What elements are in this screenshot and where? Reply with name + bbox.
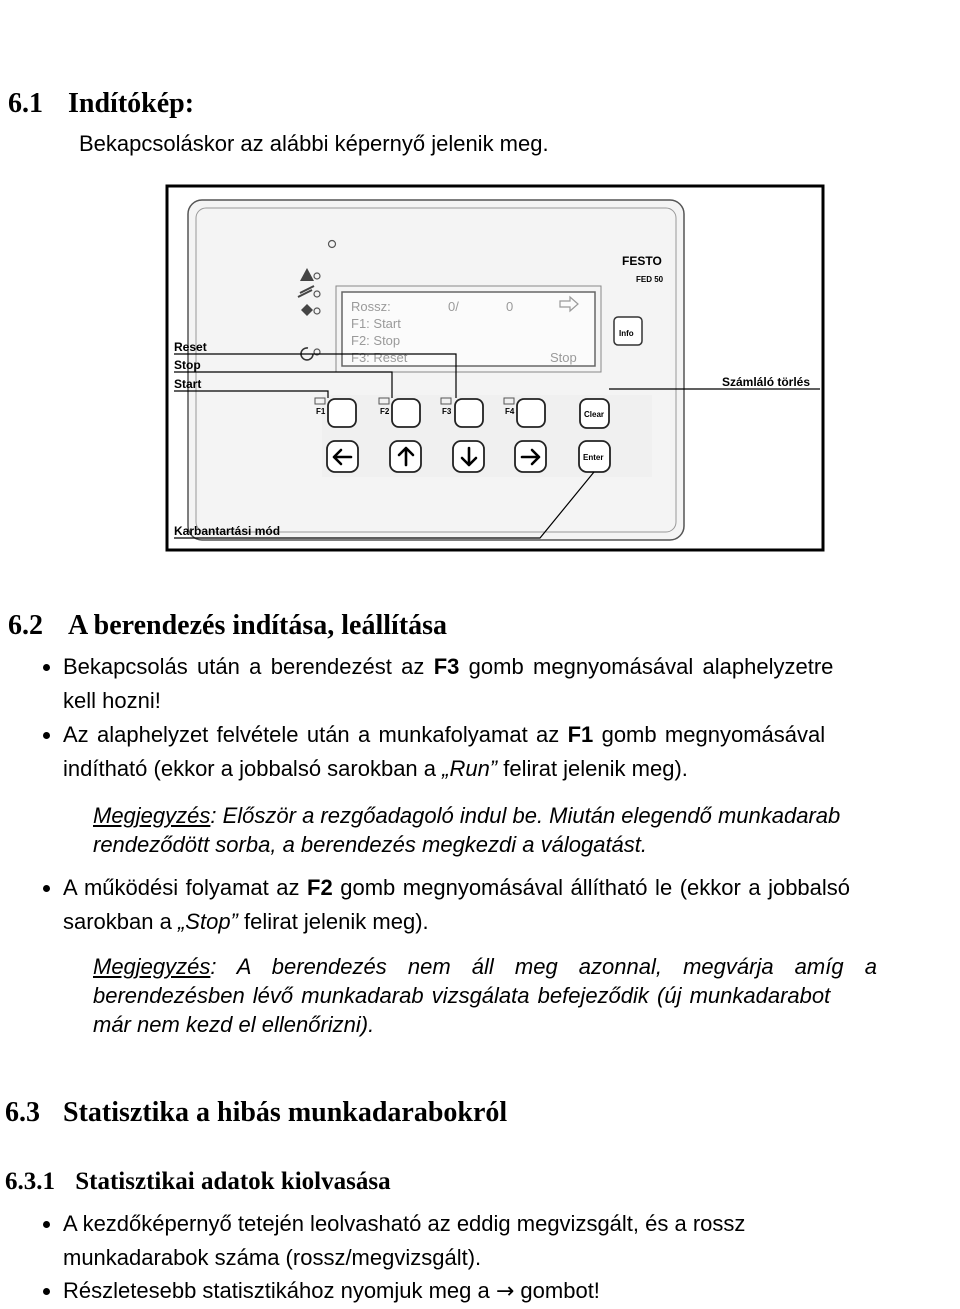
lcd-row1-label: Rossz: <box>351 299 391 314</box>
bullet-dot <box>43 732 50 739</box>
bullet-item: Bekapcsolás után a berendezést az F3 gomb megnyomásával alaphelyzetre kell hozni! <box>63 650 958 718</box>
label-stop: Stop <box>174 358 201 372</box>
label-reset: Reset <box>174 340 207 354</box>
section-6-1-heading <box>8 88 194 120</box>
bullet-dot <box>43 664 50 671</box>
lcd-row4: F3: Reset <box>351 350 408 365</box>
bullet-item: A kezdőképernyő tetején leolvasható az eddig megvizsgált, és a rossz munkadarabok száma (rossz/megvizsgált). <box>63 1211 746 1270</box>
section-title: A berendezés indítása, leállítása <box>68 610 448 641</box>
f3-label: F3 <box>442 407 452 416</box>
section-title: Indítókép: <box>68 88 195 119</box>
section-title: Statisztikai adatok kiolvasása <box>75 1168 391 1195</box>
bullet-dot <box>43 1288 50 1295</box>
lcd-status: Stop <box>550 350 577 365</box>
section-6-3-heading <box>5 1097 507 1129</box>
lcd-row2: F1: Start <box>351 316 401 331</box>
info-key-label: Info <box>619 329 634 338</box>
bullet-dot <box>43 885 50 892</box>
note-block: Megjegyzés: Először a rezgőadagoló indul be. Miután elegendő munkadarab rendeződött sorba, a berendezés megkezdi a válogatást. <box>93 801 958 859</box>
note-label: Megjegyzés <box>93 803 211 828</box>
bullet-item: Az alaphelyzet felvétele után a munkafolyamat az F1 gomb megnyomásával indítható (ekkor a jobbalsó sarokban a „Run” felirat jelenik meg). <box>63 722 826 781</box>
brand-logo: FESTO <box>622 254 662 268</box>
f2-key <box>392 399 420 427</box>
f1-label: F1 <box>316 407 326 416</box>
enter-key-label: Enter <box>583 453 604 462</box>
section-title: Statisztika a hibás munkadarabokról <box>63 1097 508 1128</box>
f2-label: F2 <box>380 407 390 416</box>
note-text: rendeződött sorba, a berendezés megkezdi a válogatást. <box>93 832 648 857</box>
note-text: berendezésben lévő munkadarab vizsgálata befejeződik (új munkadarabot <box>93 983 831 1008</box>
clear-key-label: Clear <box>584 410 605 419</box>
bullet-continuation: kell hozni! <box>63 688 161 713</box>
section-number: 6.1 <box>8 88 43 119</box>
note-label: Megjegyzés <box>93 954 211 979</box>
model-label: FED 50 <box>636 275 664 284</box>
f1-key <box>328 399 356 427</box>
f4-key <box>517 399 545 427</box>
f4-label: F4 <box>505 407 515 416</box>
section-6-2-heading <box>8 610 447 642</box>
note-text: már nem kezd el ellenőrizni). <box>93 1012 375 1037</box>
bullet-item: Részletesebb statisztikához nyomjuk meg a → gombot! <box>63 1278 600 1304</box>
device-panel <box>188 200 684 540</box>
f3-key <box>455 399 483 427</box>
lcd-row3: F2: Stop <box>351 333 401 348</box>
bullet-dot <box>43 1221 50 1228</box>
section-number: 6.2 <box>8 610 43 641</box>
device-figure <box>160 180 830 558</box>
bullet-item: A működési folyamat az F2 gomb megnyomásával állítható le (ekkor a jobbalsó sarokban a „Stop” felirat jelenik meg). <box>63 875 851 934</box>
section-number: 6.3.1 <box>5 1168 55 1195</box>
section-6-3-1-heading <box>5 1168 391 1196</box>
note-block: Megjegyzés: A berendezés nem áll meg azonnal, megvárja amíg a berendezésben lévő munkadarab vizsgálata befejeződik (új munkadarabot már nem kezd el ellenőrizni). <box>93 952 956 1039</box>
label-maintenance: Karbantartási mód <box>174 524 281 538</box>
intro-text: Bekapcsoláskor az alábbi képernyő jelenik meg. <box>79 131 549 156</box>
arrow-right-icon: → <box>495 1279 515 1304</box>
label-counter-clear: Számláló törlés <box>722 375 811 389</box>
lcd-row1-value1: 0/ <box>448 299 459 314</box>
lcd-row1-value2: 0 <box>506 299 514 314</box>
label-start: Start <box>174 377 202 391</box>
section-number: 6.3 <box>5 1097 40 1128</box>
